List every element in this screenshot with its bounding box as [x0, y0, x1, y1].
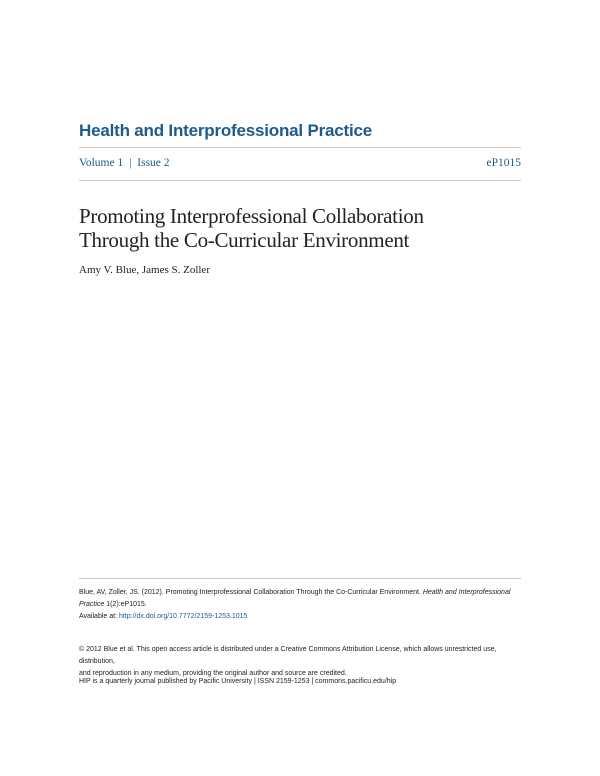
article-title-line-1: Promoting Interprofessional Collaboration [79, 204, 424, 228]
header-divider-top [79, 147, 521, 148]
available-at-label: Available at: [79, 613, 118, 620]
article-title-line-2: Through the Co-Curricular Environment [79, 228, 410, 252]
citation-volume: 1(2):eP1015. [106, 601, 147, 608]
doi-link[interactable]: http://dx.doi.org/10.7772/2159-1253.1015 [118, 613, 248, 620]
issue-link[interactable]: Issue 2 [137, 157, 170, 169]
journal-title[interactable]: Health and Interprofessional Practice [79, 121, 373, 140]
citation-journal: Health and Interprofessional Practice [79, 589, 511, 608]
article-id: eP1015 [486, 157, 521, 169]
license-block [79, 644, 521, 680]
header-divider-bottom [79, 180, 521, 181]
license-line-1: © 2012 Blue et al. This open access article is distributed under a Creative Commons Attribution License, which allows unrestricted use, distribution, [79, 646, 497, 665]
volume-issue-separator: | [129, 157, 132, 169]
article-authors: Amy V. Blue, James S. Zoller [79, 264, 210, 276]
citation-text: Blue, AV, Zoller, JS. (2012). Promoting Interprofessional Collaboration Through the Co-Curricular Environment. [79, 589, 421, 596]
license-line-2: and reproduction in any medium, providing the original author and source are credited. [79, 670, 347, 677]
citation-block [79, 587, 521, 623]
article-title [79, 204, 519, 252]
footer-publisher-info: HIP is a quarterly journal published by Pacific University | ISSN 2159-1253 | commons.pacificu.edu/hip [79, 678, 397, 685]
citation-divider [79, 578, 521, 579]
volume-issue-line [79, 157, 170, 169]
volume-link[interactable]: Volume 1 [79, 157, 124, 169]
